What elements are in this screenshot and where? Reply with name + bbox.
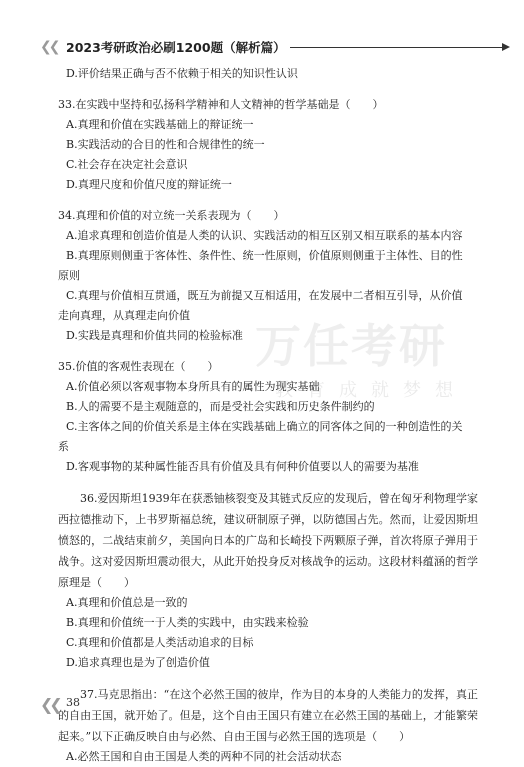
arrow-tip-icon: [502, 43, 510, 51]
answer-option: B.真理和价值统一于人类的实践中，由实践来检验: [66, 616, 309, 629]
answer-option: C.真理与价值相互贯通，既互为前提又互相适用，在发展中二者相互引导，从价值: [66, 289, 463, 302]
watermark-slogan: 教育成就梦想: [275, 380, 467, 401]
option-continuation: 原则: [58, 269, 80, 282]
option-continuation: 走向真理，从真理走向价值: [58, 309, 190, 322]
watermark-brand: 任考研: [303, 319, 447, 373]
answer-option: D.真理尺度和价值尺度的辩证统一: [66, 178, 232, 191]
answer-option: C.真理和价值都是人类活动追求的目标: [66, 636, 254, 649]
question-stem: 33.在实践中坚持和弘扬科学精神和人文精神的哲学基础是（ ）: [58, 98, 384, 111]
page-content: [58, 64, 478, 767]
answer-option: D.客观事物的某种属性能否具有价值及具有何种价值要以人的需要为基准: [66, 460, 419, 473]
answer-option: C.社会存在决定社会意识: [66, 158, 188, 171]
running-header: [40, 36, 480, 56]
answer-option: D.追求真理也是为了创造价值: [66, 656, 210, 669]
answer-option: B.实践活动的合目的性和合规律性的统一: [66, 138, 265, 151]
watermark-logo: 万: [255, 319, 303, 373]
answer-option: A.追求真理和创造价值是人类的认识、实践活动的相互区别又相互联系的基本内容: [66, 229, 463, 242]
chevron-left-icon: ❮❮: [40, 39, 58, 55]
answer-option: B.人的需要不是主观随意的，而是受社会实践和历史条件制约的: [66, 400, 375, 413]
answer-option: A.真理和价值总是一致的: [66, 596, 188, 609]
answer-option: C.主客体之间的价值关系是主体在实践基础上确立的同客体之间的一种创造性的关: [66, 420, 463, 433]
header-rule: [290, 47, 506, 48]
question-stem: 36.爱因斯坦1939年在获悉铀核裂变及其链式反应的发现后，曾在匈牙利物理学家西拉德推动下，上书罗斯福总统，建议研制原子弹，以防德国占先。然而，让爱因斯坦愤怒的，二战结束前夕，美国向日本的广岛和长崎投下两颗原子弹，首次将原子弹用于战争。这对爱因斯坦震动很大，从此开始投身反对核战争的运动。这段材料蕴涵的哲学原理是（ ）: [58, 492, 478, 589]
chevron-left-icon: ❮❮: [40, 695, 59, 714]
answer-option: A.真理和价值在实践基础上的辩证统一: [66, 118, 254, 131]
question-stem: 37.马克思指出：“在这个必然王国的彼岸，作为目的本身的人类能力的发挥，真正的自由王国，就开始了。但是，这个自由王国只有建立在必然王国的基础上，才能繁荣起来。”以下正确反映自由与必然、自由王国与必然王国的选项是（ ）: [58, 688, 478, 743]
answer-option: A.必然王国和自由王国是人类的两种不同的社会活动状态: [66, 750, 342, 763]
answer-option: B.真理原则侧重于客体性、条件性、统一性原则，价值原则侧重于主体性、目的性: [66, 249, 463, 262]
answer-option: D.实践是真理和价值共同的检验标准: [66, 329, 243, 342]
question-stem: 35.价值的客观性表现在（ ）: [58, 360, 219, 373]
option-continuation: 系: [58, 440, 69, 453]
page-number: 38: [66, 696, 80, 709]
answer-option: D.评价结果正确与否不依赖于相关的知识性认识: [66, 67, 298, 80]
book-title: 2023考研政治必刷1200题（解析篇）: [66, 40, 286, 55]
question-stem: 34.真理和价值的对立统一关系表现为（ ）: [58, 209, 285, 222]
answer-option: A.价值必须以客观事物本身所具有的属性为现实基础: [66, 380, 320, 393]
